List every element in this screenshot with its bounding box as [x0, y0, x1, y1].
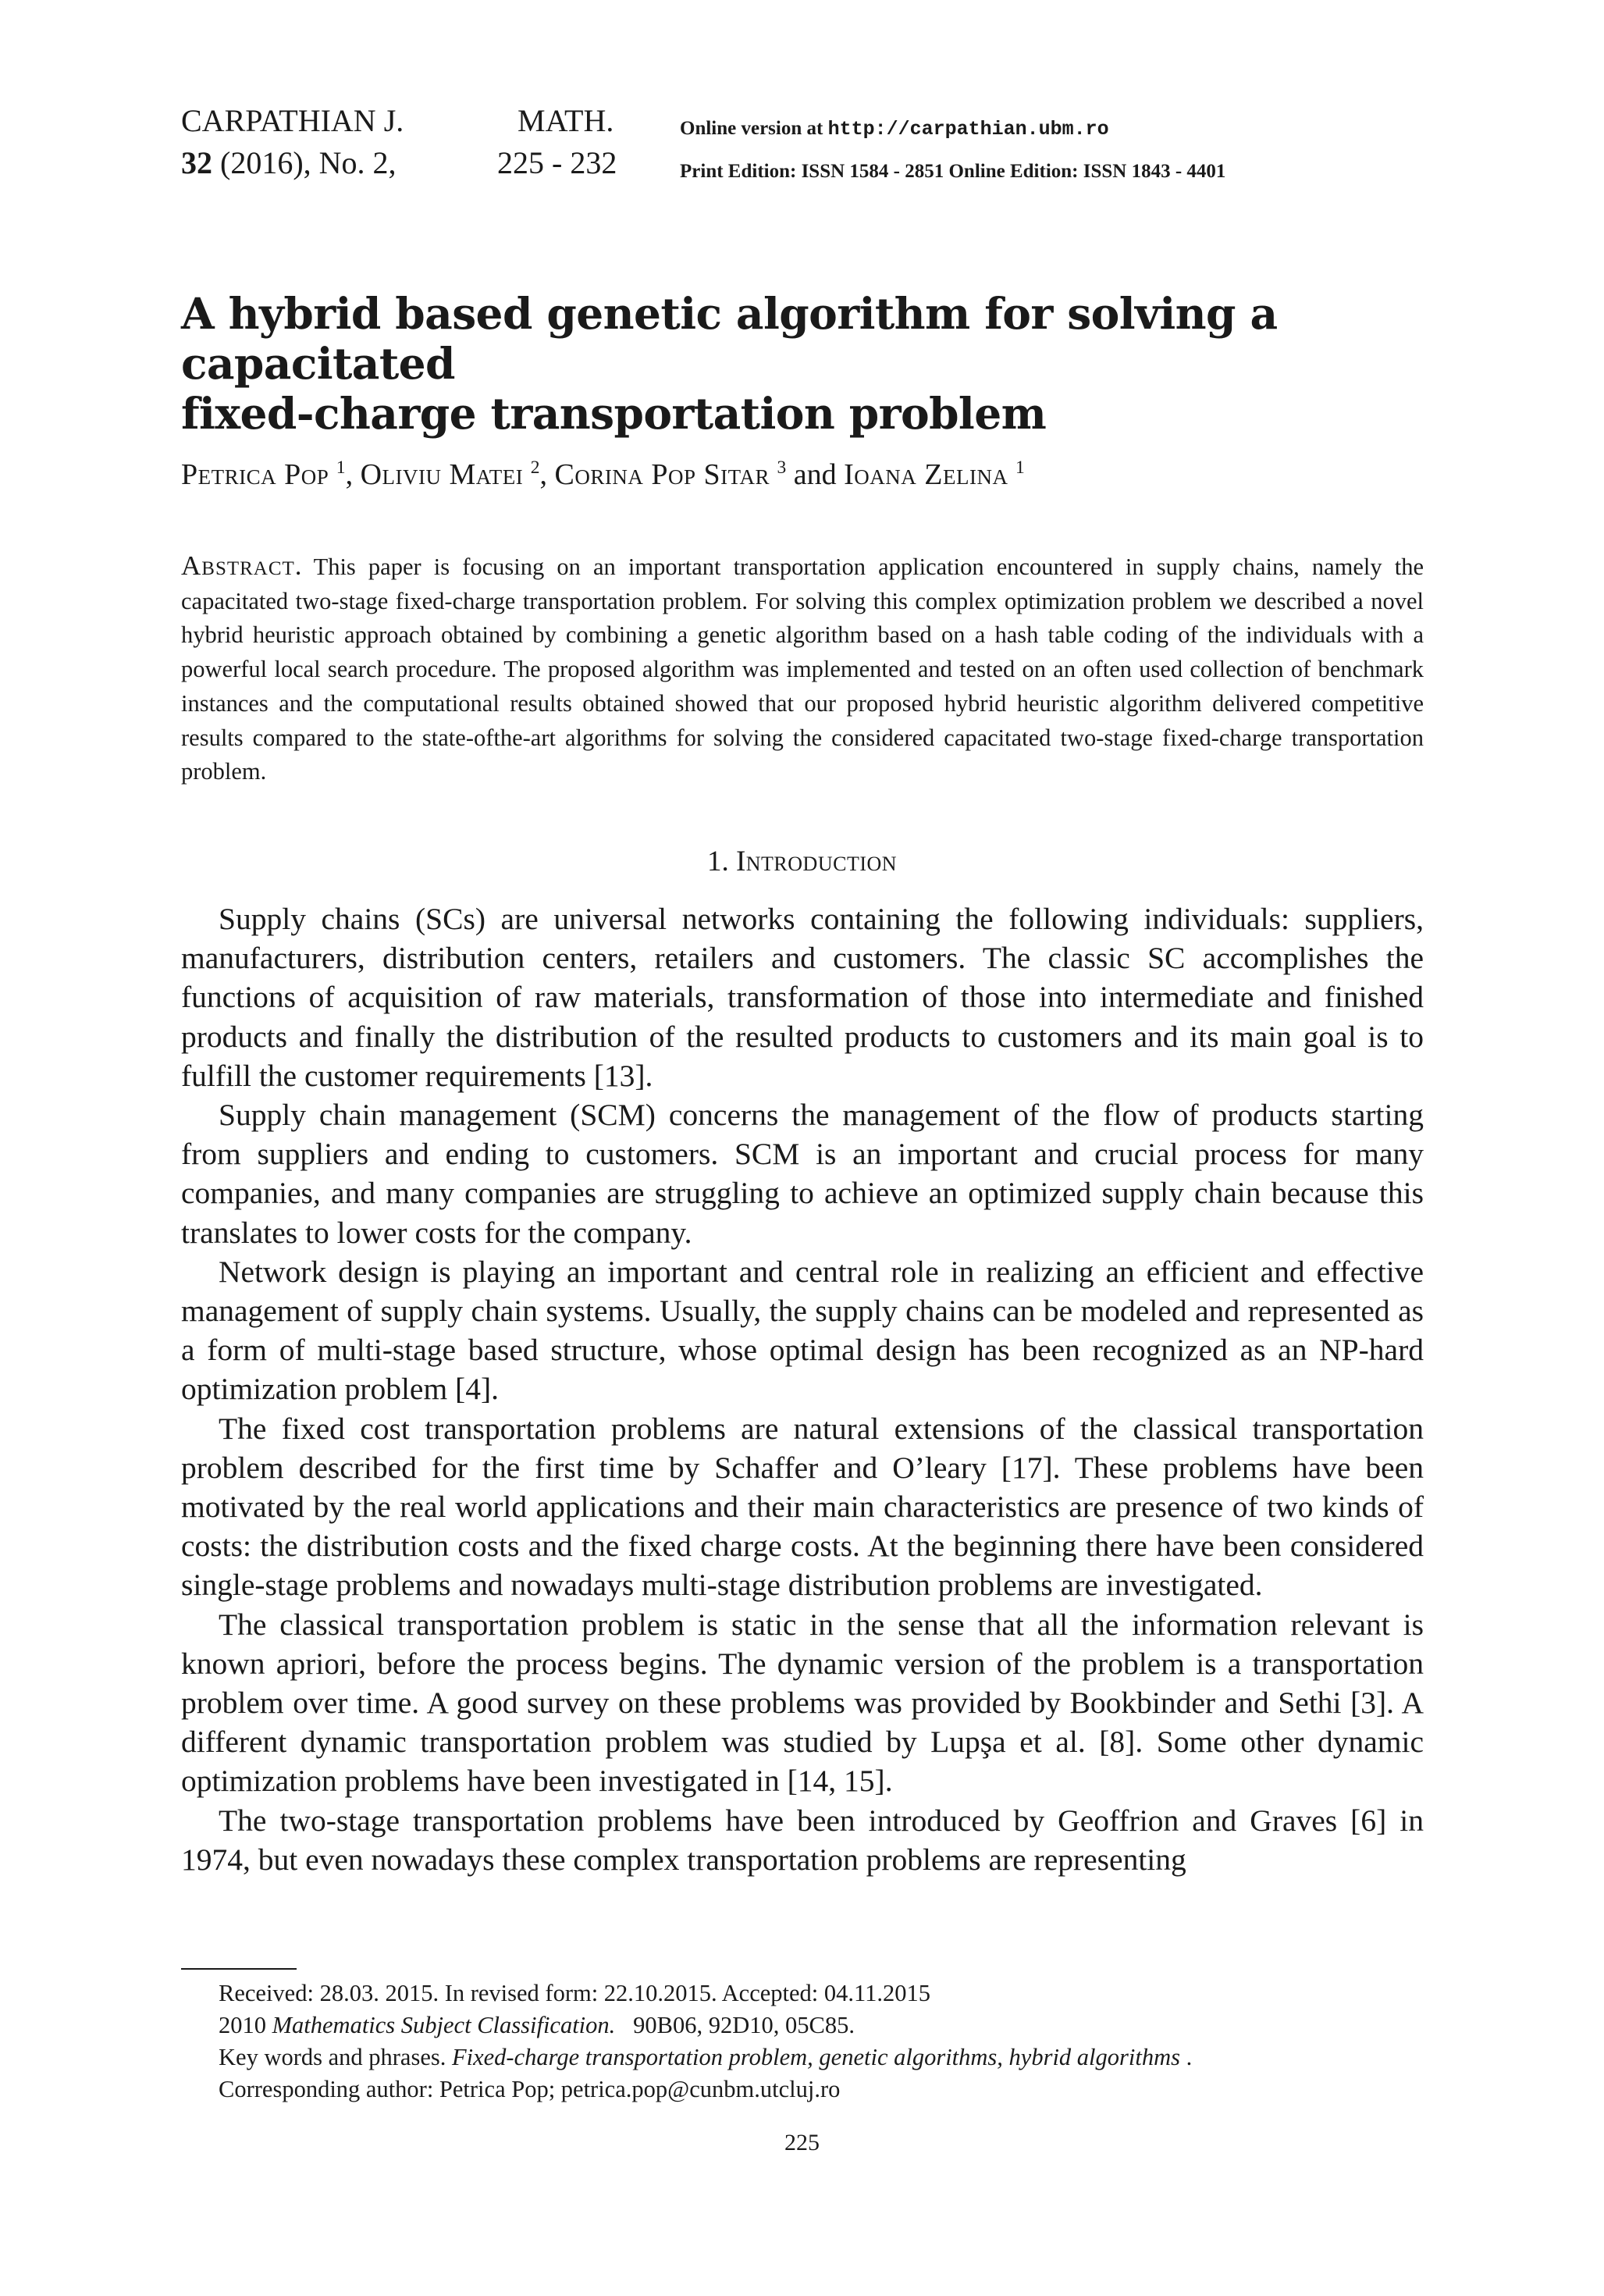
keywords-text: Fixed-charge transportation problem, genetic algorithms, hybrid algorithms — [452, 2044, 1180, 2070]
journal-header — [181, 100, 674, 184]
footnotes — [219, 1977, 1436, 2106]
keywords — [219, 2041, 1436, 2074]
author-2-affiliation: 2 — [530, 457, 540, 478]
journal-name: CARPATHIAN J. — [181, 103, 404, 138]
paragraph: The two-stage transportation problems have been introduced by Geoffrion and Graves [6] in 1974, but even nowadays these complex transportation problems are representing — [181, 1803, 1424, 1877]
keywords-label: Key words and phrases. — [219, 2044, 452, 2070]
msc-classification — [219, 2009, 1436, 2041]
issn-line: Print Edition: ISSN 1584 - 2851 Online Edition: ISSN 1843 - 4401 — [680, 161, 1226, 182]
title-line-1: A hybrid based genetic algorithm for solving a capacitated — [181, 288, 1278, 389]
page-range: 225 - 232 — [497, 145, 617, 180]
author-3-affiliation: 3 — [777, 457, 787, 478]
msc-codes: 90B06, 92D10, 05C85. — [633, 2012, 855, 2038]
title-line-2: fixed-charge transportation problem — [181, 388, 1047, 439]
abstract-text: This paper is focusing on an important transportation application encountered in supply chains, namely the capacitated two-stage fixed-charge transportation problem. For solving this complex optimization problem we described a novel hybrid heuristic approach obtained by combining a genetic algorithm based on a hash table coding of the individuals with a powerful local search procedure. The proposed algorithm was implemented and tested on an often used collection of benchmark instances and the computational results obtained showed that our proposed hybrid heuristic algorithm delivered competitive results compared to the state-ofthe-art algorithms for solving the considered capacitated two-stage fixed-charge transportation problem. — [181, 554, 1424, 785]
edition-info — [680, 108, 1225, 193]
abstract — [181, 549, 1424, 789]
footnote-divider — [181, 1968, 297, 1970]
author-1: Petrica Pop — [181, 458, 329, 491]
received-dates: Received: 28.03. 2015. In revised form: 22.10.2015. Accepted: 04.11.2015 — [219, 1980, 930, 2006]
author-1-affiliation: 1 — [336, 457, 346, 478]
online-prefix: Online version at — [680, 118, 828, 139]
author-conjunction: and — [793, 458, 837, 491]
body-text — [181, 899, 1424, 1879]
section-title: Introduction — [735, 845, 898, 877]
author-2: Oliviu Matei — [360, 458, 524, 491]
page-number: 225 — [784, 2130, 820, 2155]
author-list: Petrica Pop $^1$, Oliviu Matei $^2$, Corina Pop Sitar $^3$ and Ioana Zelina $^1$ — [181, 457, 1025, 491]
online-version — [680, 108, 1225, 151]
paper-title — [181, 289, 1477, 439]
msc-year: 2010 — [219, 2012, 272, 2038]
paragraph: Supply chains (SCs) are universal networks containing the following individuals: suppliers, manufacturers, distribution centers, retailers and customers. The classic SC accomplishes the functions of acquisition of raw materials, transformation of those into intermediate and finished products and finally the distribution of the resulted products to customers and its main goal is to fulfill the customer requirements [13]. — [181, 902, 1424, 1093]
paragraph: The fixed cost transportation problems are natural extensions of the classical transportation problem described for the first time by Schaffer and O’leary [17]. These problems have been motivated by the real world applications and their main characteristics are presence of two kinds of costs: the distribution costs and the fixed charge costs. At the beginning there have been considered single-stage problems and nowadays multi-stage distribution problems are investigated. — [181, 1411, 1424, 1603]
author-3: Corina Pop Sitar — [554, 458, 770, 491]
journal-subject: MATH. — [517, 103, 614, 138]
corresponding-author: Corresponding author: Petrica Pop; petrica.pop@cunbm.utcluj.ro — [219, 2076, 841, 2102]
section-number: 1. — [706, 845, 729, 877]
section-heading — [0, 842, 1604, 881]
paragraph: Network design is playing an important and central role in realizing an efficient and effective management of supply chain systems. Usually, the supply chains can be modeled and represented as a form of multi-stage based structure, whose optimal design has been recognized as an NP-hard optimization problem [4]. — [181, 1254, 1424, 1407]
abstract-label: Abstract. — [181, 550, 303, 581]
author-4-affiliation: 1 — [1015, 457, 1025, 478]
keywords-end: . — [1180, 2044, 1193, 2070]
volume-number: 32 — [181, 145, 212, 180]
volume-info — [181, 142, 488, 184]
author-4: Ioana Zelina — [844, 458, 1008, 491]
paragraph: The classical transportation problem is static in the sense that all the information relevant is known apriori, before the process begins. The dynamic version of the problem is a transportation problem over time. A good survey on these problems was provided by Bookbinder and Sethi [3]. A different dynamic transportation problem was studied by Lupşa et al. [8]. Some other dynamic optimization problems have been investigated in [14, 15]. — [181, 1607, 1424, 1799]
year-issue: (2016), No. 2, — [212, 145, 397, 180]
paragraph: Supply chain management (SCM) concerns the management of the flow of products starting from suppliers and ending to customers. SCM is an important and crucial process for many companies, and many companies are struggling to achieve an optimized supply chain because this translates to lower costs for the company. — [181, 1098, 1424, 1250]
online-url[interactable]: http://carpathian.ubm.ro — [827, 118, 1109, 141]
msc-label: Mathematics Subject Classification. — [272, 2012, 616, 2038]
